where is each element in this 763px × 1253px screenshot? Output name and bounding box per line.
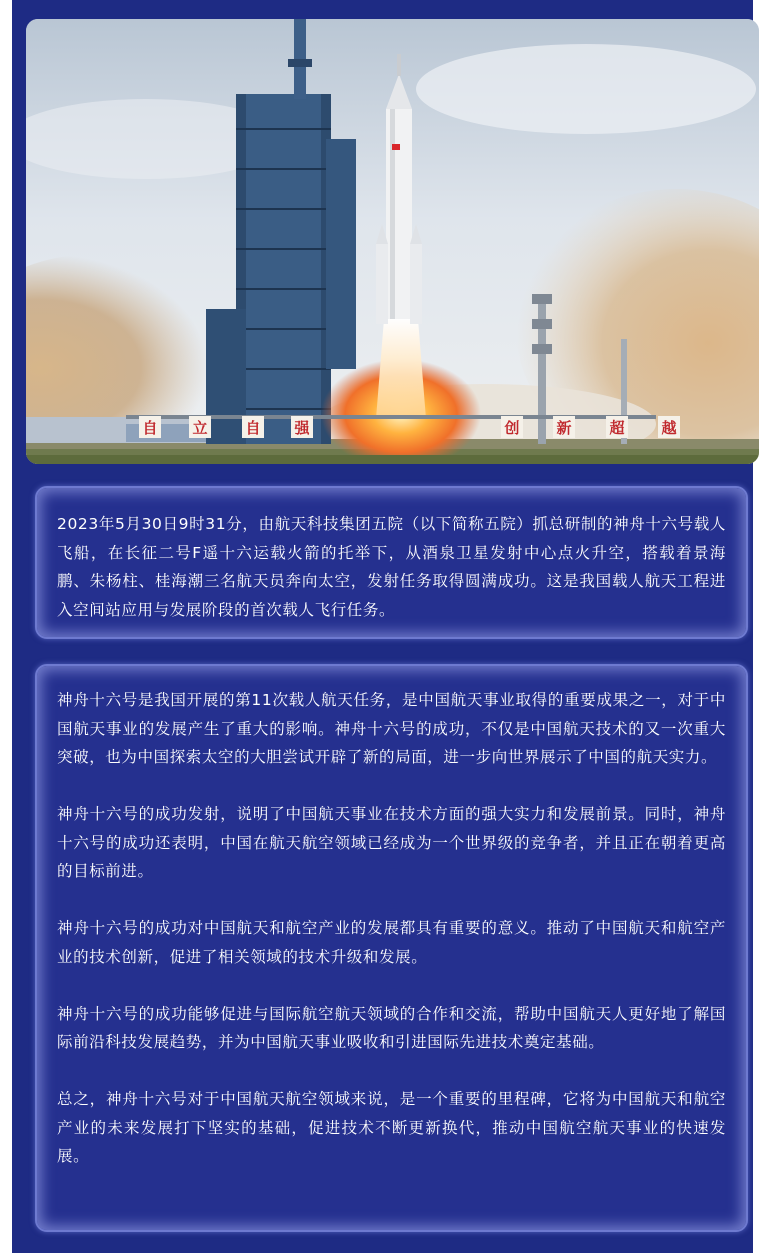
billboard-char: 超 bbox=[609, 419, 625, 437]
billboard-char: 强 bbox=[294, 419, 310, 437]
body-paragraph-1: 神舟十六号是我国开展的第11次载人航天任务，是中国航天事业取得的重要成果之一，对于中国航天事业的发展产生了重大的影响。神舟十六号的成功，不仅是中国航天技术的又一次重大突破，也为中国探索太空的大胆尝试开辟了新的局面，进一步向世界展示了中国的航天实力。 bbox=[57, 691, 726, 766]
body-paragraph-3: 神舟十六号的成功对中国航天和航空产业的发展都具有重要的意义。推动了中国航天和航空产业的技术创新，促进了相关领域的技术升级和发展。 bbox=[57, 919, 726, 966]
rocket-launch-illustration bbox=[26, 19, 759, 464]
billboard-char: 创 bbox=[504, 419, 520, 437]
launch-photo bbox=[26, 19, 759, 464]
billboard-char: 越 bbox=[661, 419, 677, 437]
body-paragraph-2: 神舟十六号的成功发射，说明了中国航天事业在技术方面的强大实力和发展前景。同时，神舟十六号的成功还表明，中国在航天航空领域已经成为一个世界级的竞争者，并且正在朝着更高的目标前进。 bbox=[57, 805, 726, 880]
article-page bbox=[12, 0, 753, 1253]
billboard-char: 立 bbox=[192, 419, 208, 437]
body-paragraph-4: 神舟十六号的成功能够促进与国际航空航天领域的合作和交流，帮助中国航天人更好地了解国际前沿科技发展趋势，并为中国航天事业吸收和引进国际先进技术奠定基础。 bbox=[57, 1004, 726, 1051]
billboard-char: 自 bbox=[245, 419, 261, 437]
billboard-char: 自 bbox=[142, 419, 158, 437]
body-card bbox=[35, 664, 748, 1232]
intro-card bbox=[35, 486, 748, 639]
billboard-char: 新 bbox=[556, 419, 572, 437]
intro-paragraph: 2023年5月30日9时31分，由航天科技集团五院（以下简称五院）抓总研制的神舟十六号载人飞船，在长征二号F遥十六运载火箭的托举下，从酒泉卫星发射中心点火升空，搭载着景海鹏、朱杨柱、桂海潮三名航天员奔向太空，发射任务取得圆满成功。这是我国载人航天工程进入空间站应用与发展阶段的首次载人飞行任务。 bbox=[57, 515, 726, 619]
body-paragraph-5: 总之，神舟十六号对于中国航天航空领域来说，是一个重要的里程碑，它将为中国航天和航空产业的未来发展打下坚实的基础，促进技术不断更新换代，推动中国航空航天事业的快速发展。 bbox=[57, 1090, 726, 1165]
